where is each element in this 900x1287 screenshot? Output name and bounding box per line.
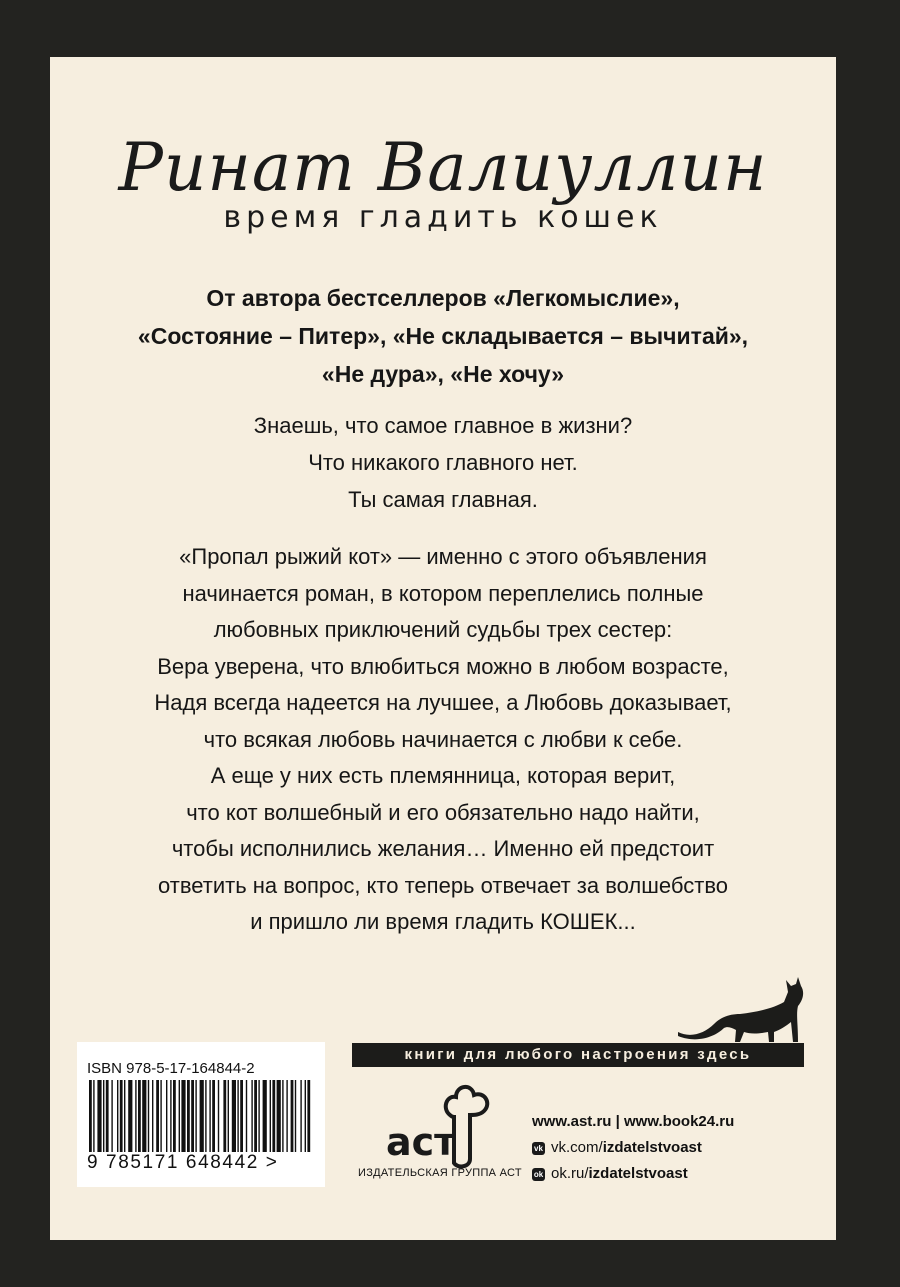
quote-line: Что никакого главного нет. [308, 450, 578, 475]
ok-handle: izdatelstvoast [588, 1165, 688, 1182]
barcode-area [77, 1042, 325, 1187]
blurb-line: ответить на вопрос, кто теперь отвечает за волшебство [157, 872, 728, 898]
intro-line: «Не дура», «Не хочу» [321, 361, 565, 387]
publisher-name: ИЗДАТЕЛЬСКАЯ ГРУППА АСТ [358, 1167, 522, 1179]
blurb-line: и пришло ли время гладить КОШЕК... [250, 909, 636, 934]
vk-prefix: vk.com/ [551, 1139, 603, 1156]
cat-silhouette-icon [670, 962, 810, 1052]
publisher-links [532, 1109, 734, 1187]
vk-handle: izdatelstvoast [602, 1139, 702, 1156]
ok-prefix: ok.ru/ [551, 1165, 589, 1182]
vk-link[interactable] [532, 1135, 734, 1161]
blurb-line: что кот волшебный и его обязательно надо найти, [186, 799, 700, 825]
blurb-line: «Пропал рыжий кот» — именно с этого объявления [179, 544, 707, 569]
barcode-bars [89, 1080, 311, 1152]
blurb-text [80, 539, 806, 941]
blurb-line: начинается роман, в котором переплелись полные [182, 580, 704, 606]
intro-line: «Состояние – Питер», «Не складывается – вычитай», [137, 323, 749, 349]
ok-icon: ok [533, 1169, 544, 1179]
quote-line: Ты самая главная. [348, 487, 538, 512]
quote-text [110, 407, 776, 518]
barcode-number: 9 785171 648442 > [87, 1152, 279, 1173]
author-name: Ринат Валиуллин [118, 129, 768, 206]
website-links-text: www.ast.ru | www.book24.ru [532, 1113, 735, 1130]
intro-line: От автора бестселлеров «Легкомыслие», [206, 285, 680, 311]
blurb-line: Надя всегда надеется на лучшее, а Любовь доказывает, [154, 690, 732, 715]
logo-text: аст [386, 1120, 457, 1164]
book-title: время гладить кошек [223, 200, 663, 235]
intro-text [110, 279, 776, 393]
back-cover [50, 57, 836, 1240]
blurb-line: что всякая любовь начинается с любви к себе. [203, 726, 683, 752]
ast-logo-icon [380, 1075, 500, 1180]
vk-icon: vk [532, 1142, 545, 1155]
blurb-line: А еще у них есть племянница, которая верит, [210, 763, 676, 788]
tagline-banner: книги для любого настроения здесь [352, 1043, 804, 1067]
blurb-line: Вера уверена, что влюбиться можно в любом возрасте, [157, 653, 729, 679]
blurb-line: чтобы исполнились желания… Именно ей предстоит [171, 836, 715, 861]
ok-link[interactable] [532, 1161, 734, 1187]
isbn-text: ISBN 978-5-17-164844-2 [87, 1060, 255, 1077]
quote-line: Знаешь, что самое главное в жизни? [253, 413, 633, 438]
blurb-line: любовных приключений судьбы трех сестер: [213, 617, 673, 642]
website-links[interactable] [532, 1109, 734, 1135]
